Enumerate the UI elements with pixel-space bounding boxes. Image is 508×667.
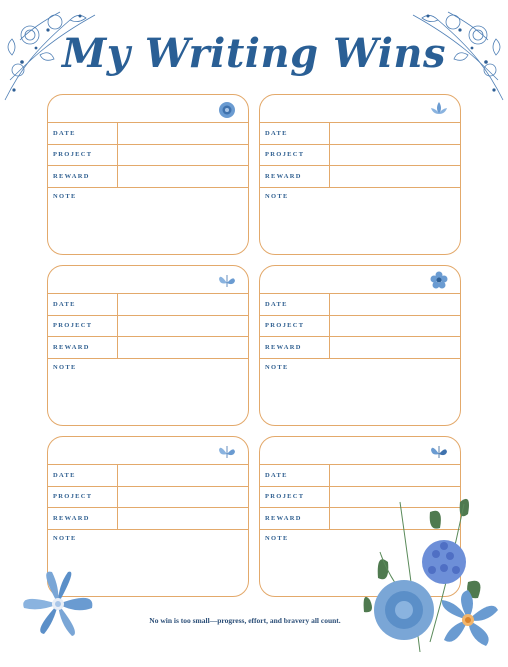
writing-win-card	[259, 94, 461, 255]
card-header	[260, 266, 460, 294]
project-row	[48, 487, 248, 509]
note-label: NOTE	[53, 192, 77, 200]
note-label: NOTE	[53, 363, 77, 371]
reward-label: REWARD	[260, 508, 330, 529]
page-title: My Writing Wins	[61, 30, 446, 77]
reward-label: REWARD	[260, 337, 330, 358]
project-row	[48, 316, 248, 338]
date-field[interactable]	[118, 123, 248, 144]
project-label: PROJECT	[260, 145, 330, 166]
date-label: DATE	[260, 123, 330, 144]
reward-field[interactable]	[118, 166, 248, 187]
reward-row	[260, 166, 460, 188]
project-label: PROJECT	[48, 316, 118, 337]
project-label: PROJECT	[48, 145, 118, 166]
date-row	[260, 294, 460, 316]
card-header	[260, 437, 460, 465]
blue-rose-icon	[216, 98, 238, 120]
reward-label: REWARD	[260, 166, 330, 187]
card-header	[48, 95, 248, 123]
reward-row	[48, 508, 248, 530]
date-row	[260, 123, 460, 145]
date-field[interactable]	[118, 294, 248, 315]
blue-lily-flower-icon	[18, 568, 98, 640]
date-label: DATE	[48, 465, 118, 486]
date-field[interactable]	[330, 123, 460, 144]
date-field[interactable]	[118, 465, 248, 486]
date-label: DATE	[260, 465, 330, 486]
note-label: NOTE	[265, 534, 289, 542]
writing-win-card	[47, 265, 249, 426]
project-row	[48, 145, 248, 167]
blue-flower-icon	[428, 269, 450, 291]
project-field[interactable]	[330, 316, 460, 337]
footer-quote: No win is too small—progress, effort, and bravery all count.	[149, 616, 341, 625]
writing-win-card	[47, 94, 249, 255]
reward-field[interactable]	[118, 337, 248, 358]
reward-label: REWARD	[48, 166, 118, 187]
writing-win-card	[259, 265, 461, 426]
project-row	[260, 145, 460, 167]
note-label: NOTE	[53, 534, 77, 542]
date-label: DATE	[48, 123, 118, 144]
reward-label: REWARD	[48, 337, 118, 358]
date-label: DATE	[260, 294, 330, 315]
reward-row	[48, 166, 248, 188]
blue-butterfly-icon	[428, 440, 450, 462]
project-field[interactable]	[330, 145, 460, 166]
card-header	[48, 266, 248, 294]
card-header	[260, 95, 460, 123]
card-header	[48, 437, 248, 465]
blue-lotus-icon	[428, 98, 450, 120]
reward-field[interactable]	[118, 508, 248, 529]
project-row	[260, 316, 460, 338]
blue-floral-bouquet-icon	[360, 492, 508, 662]
project-label: PROJECT	[260, 316, 330, 337]
date-row	[48, 123, 248, 145]
reward-row	[48, 337, 248, 359]
date-field[interactable]	[330, 294, 460, 315]
project-field[interactable]	[118, 316, 248, 337]
project-label: PROJECT	[48, 487, 118, 508]
date-field[interactable]	[330, 465, 460, 486]
reward-label: REWARD	[48, 508, 118, 529]
date-label: DATE	[48, 294, 118, 315]
blue-butterfly-icon	[216, 440, 238, 462]
date-row	[48, 294, 248, 316]
note-label: NOTE	[265, 363, 289, 371]
date-row	[260, 465, 460, 487]
project-field[interactable]	[118, 487, 248, 508]
reward-field[interactable]	[330, 337, 460, 358]
blue-butterfly-icon	[216, 269, 238, 291]
note-label: NOTE	[265, 192, 289, 200]
project-label: PROJECT	[260, 487, 330, 508]
reward-field[interactable]	[330, 166, 460, 187]
date-row	[48, 465, 248, 487]
reward-row	[260, 337, 460, 359]
project-field[interactable]	[118, 145, 248, 166]
